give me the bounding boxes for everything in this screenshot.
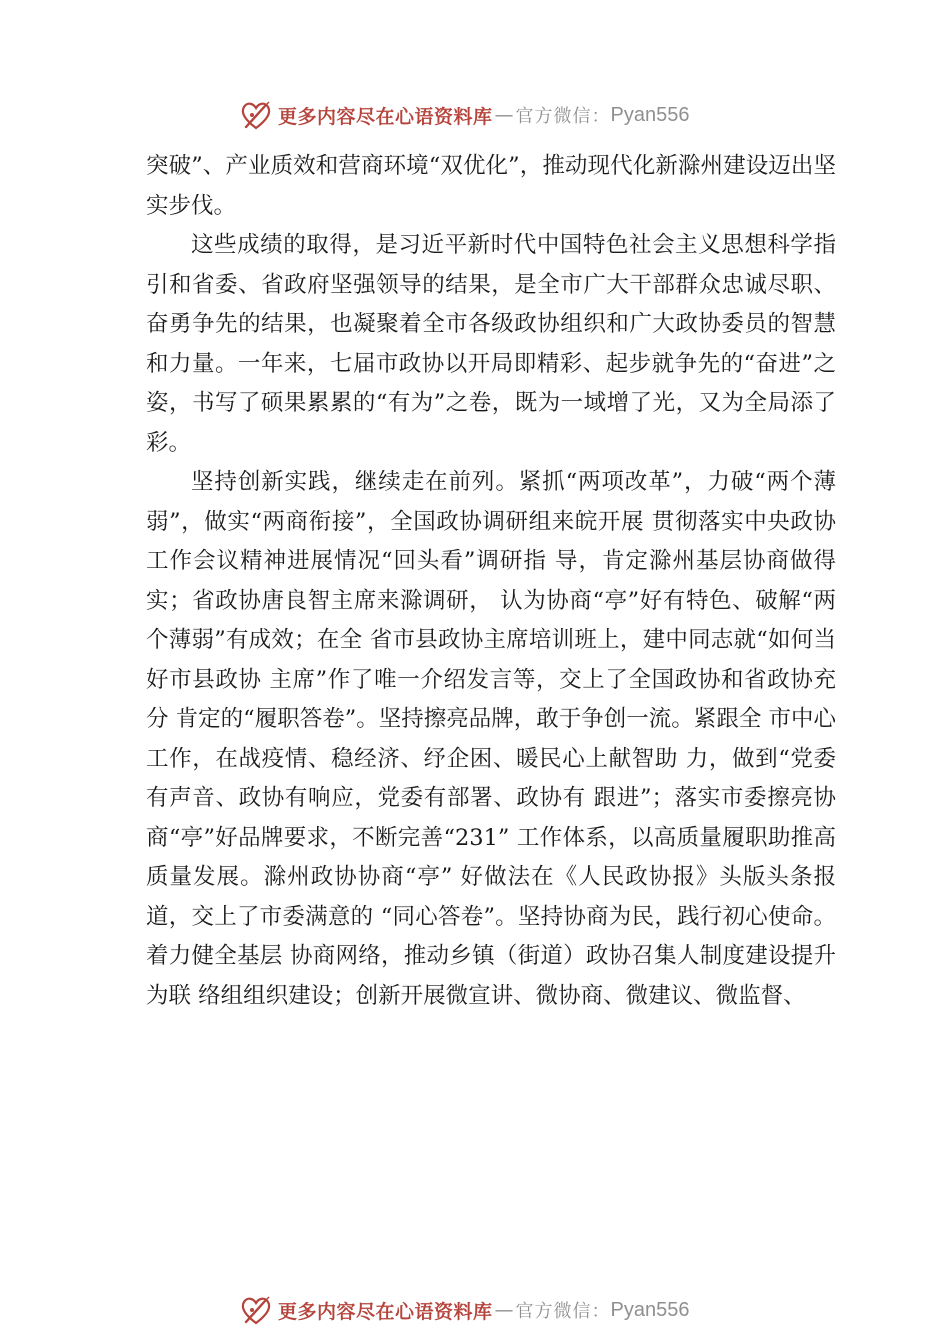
paragraph-3: 坚持创新实践，继续走在前列。紧抓“两项改革”，力破“两个薄弱”，做实“两商衔接”，全国政协调研组来皖开展 贯彻落实中央政协工作会议精神进展情况“回头看”调研指 导，肯定滁州基层协商做得实；省政协唐良智主席来滁调研， 认为协商“亭”好有特色、破解“两个薄弱”有成效；在全 省市县政协主席培训班上，建中同志就“如何当好市县政协 主席”作了唯一介绍发言等，交上了全国政协和省政协充分 肯定的“履职答卷”。坚持擦亮品牌，敢于争创一流。紧跟全 市中心工作，在战疫情、稳经济、纾企困、暖民心上献智助 力，做到“党委有声音、政协有响应，党委有部署、政协有 跟进”；落实市委擦亮协商“亭”好品牌要求，不断完善“231” 工作体系，以高质量履职助推高质量发展。滁州政协协商“亭” 好做法在《人民政协报》头版头条报道，交上了市委满意的 “同心答卷”。坚持协商为民，践行初心使命。着力健全基层 协商网络，推动乡镇（街道）政协召集人制度建设提升为联 络组组织建设；创新开展微宣讲、微协商、微建议、微监督、 [146,469,836,1009]
header-watermark [238,95,689,135]
paragraph-1: 突破”、产业质效和营商环境“双优化”，推动现代化新滁州建设迈出坚实步伐。 [146,153,836,219]
watermark-id: Pyan556 [610,1298,690,1321]
paragraph-2: 这些成绩的取得，是习近平新时代中国特色社会主义思想科学指引和省委、省政府坚强领导的结果，是全市广大干部群众忠诚尽职、奋勇争先的结果，也凝聚着全市各级政协组织和广大政协委员的智慧和力量。一年来，七届市政协以开局即精彩、起步就争先的“奋进”之姿，书写了硕果累累的“有为”之卷，既为一域增了光，又为全局添了彩。 [146,232,836,456]
watermark-separator: — [494,104,514,126]
footer-watermark [238,1290,689,1330]
watermark-separator: — [494,1299,514,1321]
watermark-text: 更多内容尽在心语资料库 [278,1300,493,1323]
document-body [146,147,836,1016]
watermark-label: 官方微信： [515,106,611,127]
watermark-id: Pyan556 [610,103,690,126]
heart-pen-logo-icon [238,97,274,133]
heart-pen-logo-icon [238,1292,274,1328]
watermark-label: 官方微信： [515,1301,611,1322]
watermark-text: 更多内容尽在心语资料库 [278,105,493,128]
